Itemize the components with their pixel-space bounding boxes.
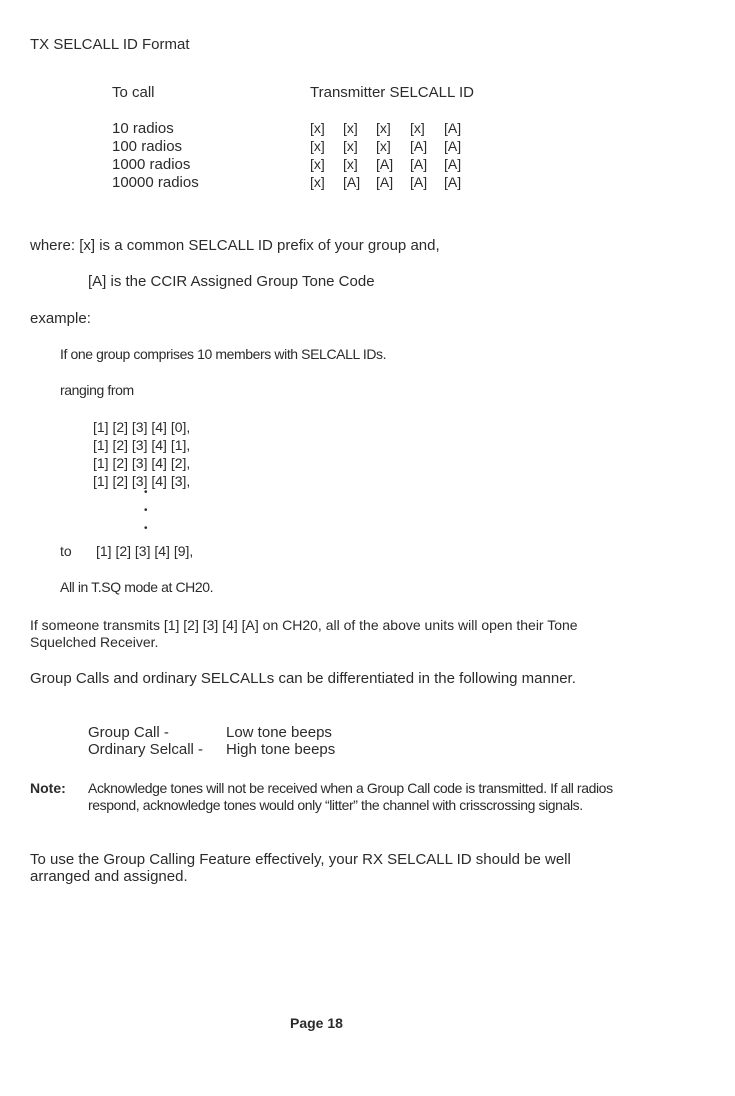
table-cell: [x] [343, 120, 358, 136]
a-definition: [A] is the CCIR Assigned Group Tone Code [88, 273, 375, 290]
to-label: to [60, 543, 72, 559]
code-line: [1] [2] [3] [4] [1], [93, 437, 191, 453]
table-row-label: 1000 radios [112, 156, 191, 173]
note-text: Acknowledge tones will not be received when a Group Call code is transmitted. If all radios respond, acknowledge tones would only “litter” the channel with crisscrossing signals. [88, 780, 613, 813]
code-line: [1] [2] [3] [4] [3], [93, 473, 191, 489]
header-to-call: To call [112, 84, 155, 101]
table-cell: [x] [343, 156, 358, 172]
header-transmitter-id: Transmitter SELCALL ID [310, 84, 474, 101]
table-row-label: 10000 radios [112, 174, 199, 191]
section-title: TX SELCALL ID Format [30, 36, 190, 53]
code-list [93, 418, 190, 490]
table-cell: [x] [376, 120, 391, 136]
table-cell: [x] [310, 156, 325, 172]
table-cell: [x] [310, 174, 325, 190]
table-cell: [A] [444, 174, 462, 190]
table-cell: [A] [410, 156, 428, 172]
table-cell: [A] [410, 174, 428, 190]
example-label: example: [30, 310, 91, 327]
table-cell: [x] [376, 138, 391, 154]
table-cell: [x] [310, 138, 325, 154]
ranging-text: ranging from [60, 382, 134, 398]
table-cell: [A] [444, 138, 462, 154]
ellipsis-dot: • [144, 523, 148, 534]
table-cell: [A] [376, 156, 394, 172]
ellipsis-dot: • [144, 505, 148, 516]
ordinary-selcall-desc: High tone beeps [226, 741, 336, 758]
group-call-desc: Low tone beeps [226, 724, 332, 741]
table-cell: [A] [444, 120, 462, 136]
group-call-label: Group Call - [88, 724, 169, 741]
paragraph-transmit: If someone transmits [1] [2] [3] [4] [A] on CH20, all of the above units will open their Tone Squelched Receiver. [30, 617, 578, 650]
table-cell: [x] [343, 138, 358, 154]
example-text: If one group comprises 10 members with SELCALL IDs. [60, 346, 387, 362]
ordinary-selcall-label: Ordinary Selcall - [88, 741, 204, 758]
page-number: Page 18 [290, 1015, 343, 1031]
table-cell: [A] [343, 174, 361, 190]
mode-text: All in T.SQ mode at CH20. [60, 579, 214, 595]
to-code: [1] [2] [3] [4] [9], [96, 543, 194, 559]
paragraph-final: To use the Group Calling Feature effectively, your RX SELCALL ID should be well arranged and assigned. [30, 851, 571, 885]
table-cell: [x] [310, 120, 325, 136]
code-line: [1] [2] [3] [4] [2], [93, 455, 191, 471]
table-cell: [A] [376, 174, 394, 190]
table-row-label: 100 radios [112, 138, 183, 155]
table-cell: [A] [410, 138, 428, 154]
paragraph-differentiate: Group Calls and ordinary SELCALLs can be differentiated in the following manner. [30, 670, 576, 687]
code-line: [1] [2] [3] [4] [0], [93, 419, 191, 435]
note-label: Note: [30, 780, 66, 796]
table-cell: [A] [444, 156, 462, 172]
where-line: where: [x] is a common SELCALL ID prefix of your group and, [30, 237, 440, 254]
ellipsis-dot: • [144, 487, 148, 498]
table-row-label: 10 radios [112, 120, 174, 137]
table-cell: [x] [410, 120, 425, 136]
